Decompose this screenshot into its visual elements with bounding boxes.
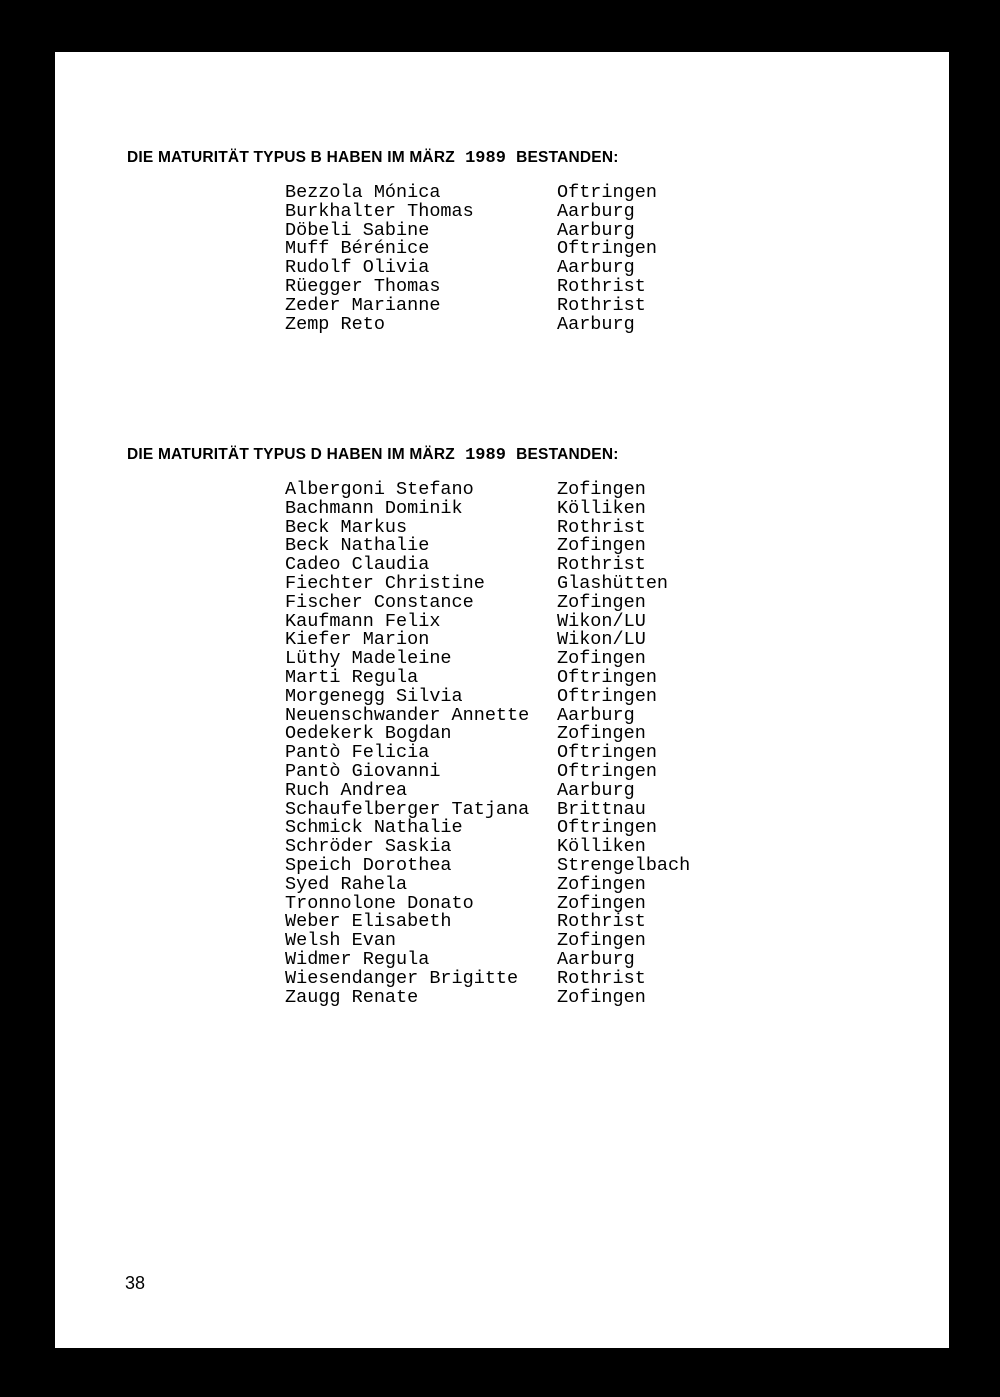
- graduate-name: Speich Dorothea: [285, 854, 452, 876]
- graduate-name: Widmer Regula: [285, 948, 430, 970]
- graduate-place: Zofingen: [557, 892, 646, 914]
- graduate-row: [285, 200, 745, 222]
- graduate-row: [285, 873, 745, 895]
- graduate-name: Zemp Reto: [285, 313, 385, 335]
- graduate-place: Oftringen: [557, 742, 657, 764]
- graduate-place: Aarburg: [557, 257, 635, 279]
- graduate-place: Oftringen: [557, 817, 657, 839]
- graduate-name: Wiesendanger Brigitte: [285, 967, 519, 989]
- graduate-place: Wikon/LU: [557, 610, 646, 632]
- graduate-row: [285, 986, 745, 1008]
- graduate-row: [285, 313, 745, 335]
- graduate-place: Oftringen: [557, 238, 657, 260]
- section-b-heading-year: 1989: [465, 149, 506, 168]
- section-d-heading: [127, 445, 619, 466]
- graduate-name: Ruch Andrea: [285, 779, 408, 801]
- graduate-row: [285, 572, 745, 594]
- graduate-name: Welsh Evan: [285, 930, 397, 952]
- graduate-name: Bachmann Dominik: [285, 497, 463, 519]
- section-b-heading-lead: DIE MATURITÄT TYPUS B HABEN IM MÄRZ: [127, 149, 455, 166]
- graduate-place: Oftringen: [557, 666, 657, 688]
- graduate-name: Albergoni Stefano: [285, 479, 474, 500]
- graduate-name: Cadeo Claudia: [285, 554, 430, 576]
- section-b-heading-tail: BESTANDEN:: [516, 149, 619, 166]
- graduate-name: Zaugg Renate: [285, 986, 419, 1008]
- graduate-row: [285, 591, 745, 613]
- graduate-place: Zofingen: [557, 986, 646, 1008]
- graduate-name: Lüthy Madeleine: [285, 648, 452, 670]
- graduate-place: Zofingen: [557, 591, 646, 613]
- graduate-row: [285, 854, 745, 876]
- graduate-name: Morgenegg Silvia: [285, 685, 463, 707]
- graduate-row: [285, 666, 745, 688]
- graduate-place: Wikon/LU: [557, 629, 646, 651]
- graduate-place: Aarburg: [557, 200, 635, 222]
- graduate-place: Strengelbach: [557, 854, 691, 876]
- graduate-name: Tronnolone Donato: [285, 892, 474, 914]
- graduate-row: [285, 760, 745, 782]
- graduate-place: Zofingen: [557, 723, 646, 745]
- graduate-name: Schmick Nathalie: [285, 817, 463, 839]
- graduate-name: Rudolf Olivia: [285, 257, 430, 279]
- graduate-name: Pantò Felicia: [285, 742, 430, 764]
- graduate-row: [285, 184, 745, 203]
- page-number: 38: [125, 1273, 146, 1293]
- section-b-heading: [127, 148, 619, 169]
- section-d-heading-year: 1989: [465, 446, 506, 465]
- graduate-place: Rothrist: [557, 516, 646, 538]
- graduate-place: Oftringen: [557, 760, 657, 782]
- graduate-name: Kiefer Marion: [285, 629, 430, 651]
- graduate-place: Rothrist: [557, 294, 646, 316]
- graduate-name: Döbeli Sabine: [285, 219, 430, 241]
- graduate-name: Burkhalter Thomas: [285, 200, 474, 222]
- graduate-place: Zofingen: [557, 930, 646, 952]
- section-d-heading-tail: BESTANDEN:: [516, 446, 619, 463]
- graduate-name: Beck Nathalie: [285, 535, 430, 557]
- graduate-place: Aarburg: [557, 948, 635, 970]
- graduate-place: Kölliken: [557, 836, 646, 858]
- graduate-place: Kölliken: [557, 497, 646, 519]
- graduate-place: Zofingen: [557, 648, 646, 670]
- graduate-place: Brittnau: [557, 798, 646, 820]
- section-b-graduate-list: [285, 184, 745, 334]
- graduate-row: [285, 275, 745, 297]
- graduate-place: Zofingen: [557, 873, 646, 895]
- graduate-place: Zofingen: [557, 535, 646, 557]
- graduate-place: Oftringen: [557, 182, 657, 203]
- graduate-row: [285, 685, 745, 707]
- graduate-name: Rüegger Thomas: [285, 275, 441, 297]
- graduate-row: [285, 497, 745, 519]
- graduate-name: Pantò Giovanni: [285, 760, 441, 782]
- graduate-name: Muff Bérénice: [285, 238, 430, 260]
- graduate-name: Oedekerk Bogdan: [285, 723, 452, 745]
- graduate-row: [285, 779, 745, 801]
- graduate-place: Aarburg: [557, 704, 635, 726]
- graduate-place: Zofingen: [557, 479, 646, 500]
- graduate-name: Beck Markus: [285, 516, 408, 538]
- graduate-name: Syed Rahela: [285, 873, 408, 895]
- graduate-row: [285, 294, 745, 316]
- graduate-place: Oftringen: [557, 685, 657, 707]
- graduate-name: Marti Regula: [285, 666, 419, 688]
- graduate-place: Rothrist: [557, 911, 646, 933]
- graduate-name: Weber Elisabeth: [285, 911, 452, 933]
- graduate-place: Rothrist: [557, 275, 646, 297]
- section-d-heading-lead: DIE MATURITÄT TYPUS D HABEN IM MÄRZ: [127, 446, 455, 463]
- graduate-place: Aarburg: [557, 313, 635, 335]
- graduate-name: Schaufelberger Tatjana: [285, 798, 530, 820]
- graduate-name: Fiechter Christine: [285, 572, 485, 594]
- graduate-name: Bezzola Mónica: [285, 182, 441, 203]
- graduate-place: Rothrist: [557, 967, 646, 989]
- section-d-graduate-list: [285, 481, 745, 1007]
- document-page: [55, 52, 949, 1348]
- graduate-place: Aarburg: [557, 219, 635, 241]
- graduate-place: Aarburg: [557, 779, 635, 801]
- graduate-name: Zeder Marianne: [285, 294, 441, 316]
- graduate-row: [285, 481, 745, 500]
- graduate-name: Schröder Saskia: [285, 836, 452, 858]
- graduate-name: Kaufmann Felix: [285, 610, 441, 632]
- graduate-name: Fischer Constance: [285, 591, 474, 613]
- graduate-place: Rothrist: [557, 554, 646, 576]
- graduate-name: Neuenschwander Annette: [285, 704, 530, 726]
- graduate-place: Glashütten: [557, 572, 669, 594]
- graduate-row: [285, 948, 745, 970]
- graduate-row: [285, 967, 745, 989]
